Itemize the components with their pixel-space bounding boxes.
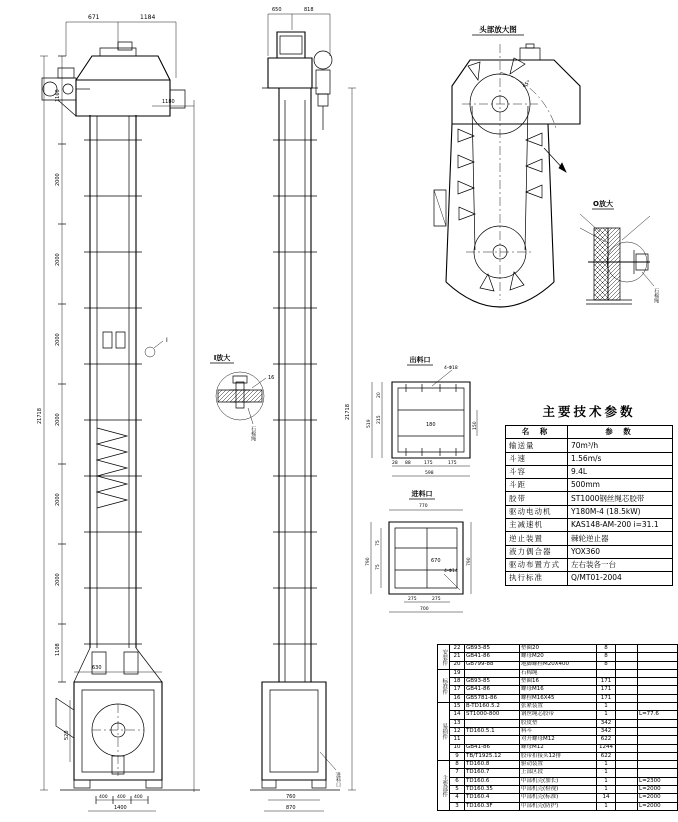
cell: 1 (597, 769, 616, 777)
cell: 342 (597, 727, 616, 735)
cell: 上部区段 (520, 769, 597, 777)
dim-label: 2000 (55, 413, 61, 426)
cell: 20 (450, 661, 465, 669)
head-detail-view (434, 24, 580, 307)
cell (616, 752, 638, 760)
dim-label: 2000 (55, 573, 61, 586)
cell: GB41-86 (465, 653, 520, 661)
cell (616, 653, 638, 661)
cell: 622 (597, 736, 616, 744)
cell (638, 694, 678, 702)
cell: 1 (597, 802, 616, 810)
cell (616, 678, 638, 686)
detail-o-note: 石棉绳 (653, 288, 659, 303)
cell: 1 (597, 777, 616, 785)
cell: 螺母M12 (520, 744, 597, 752)
bom-row (438, 769, 678, 777)
cell: 棘轮逆止器 (568, 532, 673, 545)
cell: 中部机壳(检视) (520, 786, 597, 794)
dim-label: 818 (304, 7, 314, 13)
cell (616, 669, 638, 677)
cell (616, 802, 638, 810)
cell: 斗容 (506, 465, 568, 478)
params-table (505, 402, 673, 586)
bom-row (438, 703, 678, 711)
center-dim: 180 (426, 422, 436, 428)
cell: 斗速 (506, 452, 568, 465)
cell: 14 (450, 711, 465, 719)
bom-row (438, 727, 678, 735)
cell: 1 (597, 711, 616, 719)
dim-label: 1180 (162, 99, 175, 105)
inlet-flange-view (365, 489, 472, 612)
cell: KAS148-AM-200 i=31.1 (568, 519, 673, 532)
detail-i-view (210, 353, 274, 441)
cell: 螺栓M16X45 (520, 694, 597, 702)
cell: 8 (597, 653, 616, 661)
cell: 1 (597, 703, 616, 711)
bucket-section-zigzag (97, 428, 127, 508)
params-header-value: 参 数 (568, 426, 673, 439)
bom-row (438, 794, 678, 802)
bom-row (438, 711, 678, 719)
dim-label: 28 (392, 461, 398, 466)
cell (616, 711, 638, 719)
bom-row (438, 653, 678, 661)
bolt-ticks (406, 384, 456, 456)
cell: L=2000 (638, 786, 678, 794)
cell: 输送量 (506, 439, 568, 452)
cell: 9.4L (568, 465, 673, 478)
dim-label: 175 (448, 461, 457, 466)
params-row (506, 479, 673, 492)
cell (616, 694, 638, 702)
cell: 料斗 (520, 727, 597, 735)
cell: 1 (597, 761, 616, 769)
dim-label: 2000 (55, 493, 61, 506)
head-detail-title: 头部放大图 (479, 25, 517, 34)
dim-label: 2000 (55, 333, 61, 346)
dim-label: 770 (419, 504, 428, 509)
cell: 4 (450, 794, 465, 802)
bom-row (438, 645, 678, 653)
cell (638, 653, 678, 661)
cell: 13 (450, 719, 465, 727)
params-row (506, 572, 673, 585)
params-row (506, 558, 673, 571)
dim-label: 671 (88, 14, 100, 21)
cell: GB5781-86 (465, 694, 520, 702)
cell: GB41-86 (465, 686, 520, 694)
side-elevation-view (250, 7, 356, 811)
cell: GB93-85 (465, 678, 520, 686)
cell (616, 786, 638, 794)
cell (616, 645, 638, 653)
cell (638, 719, 678, 727)
bom-group-label: 安装件 (438, 645, 450, 670)
cell: Y180M-4 (18.5kW) (568, 505, 673, 518)
bom-row (438, 661, 678, 669)
holes-label: 4-Φ18 (444, 366, 458, 371)
cell: TD160.6 (465, 777, 520, 785)
cell (638, 769, 678, 777)
cell: 9 (450, 752, 465, 760)
cell: 17 (450, 686, 465, 694)
dim-label: 650 (272, 7, 282, 13)
bom-group-label: 易损件 (438, 703, 450, 761)
cell: 12 (450, 727, 465, 735)
detail-o-title: O放大 (593, 200, 613, 208)
dim-label: 400 (134, 795, 143, 800)
cell: 171 (597, 678, 616, 686)
dim-label: 2000 (55, 173, 61, 186)
dim-label: 519 (367, 419, 372, 428)
cell: 张紧装置 (520, 703, 597, 711)
cell: TD160.5.1 (465, 727, 520, 735)
total-height-dim: 21718 (37, 408, 43, 424)
cell: TD160.3F (465, 802, 520, 810)
dim-label: 20 (377, 392, 382, 398)
params-row (506, 465, 673, 478)
cell (597, 669, 616, 677)
cell: 10 (450, 744, 465, 752)
detail-i-bottom-label: 石棉绳 (250, 426, 256, 441)
params-grid (505, 425, 673, 586)
dim-label: 2000 (55, 253, 61, 266)
cell (638, 736, 678, 744)
dim-label: 275 (408, 597, 417, 602)
cell: 5 (450, 786, 465, 794)
cell (616, 744, 638, 752)
cell: B-TD160.5.2 (465, 703, 520, 711)
cell: 液力偶合器 (506, 545, 568, 558)
cell: 垫圈16 (520, 678, 597, 686)
bom-group-label: 主要部件 (438, 761, 450, 811)
bom-row (438, 686, 678, 694)
bom-row (438, 752, 678, 760)
cell: 胶带扣接头12排 (520, 752, 597, 760)
dim-label: 400 (117, 795, 126, 800)
params-header-name: 名 称 (506, 426, 568, 439)
cell: 中部机壳(防护) (520, 802, 597, 810)
cell: GB41-86 (465, 744, 520, 752)
cell: L=2300 (638, 777, 678, 785)
cell: 8 (597, 645, 616, 653)
cell: 石棉绳 (520, 669, 597, 677)
cell: 地脚螺栓M20X400 (520, 661, 597, 669)
cell (616, 777, 638, 785)
outlet-title: 出料口 (409, 356, 431, 364)
cell (638, 761, 678, 769)
cell: 8 (450, 761, 465, 769)
params-row (506, 532, 673, 545)
bom-row (438, 669, 678, 677)
cell: TD160.7 (465, 769, 520, 777)
dim-label: 598 (425, 471, 434, 476)
cell (465, 719, 520, 727)
cell: ST1000-800 (465, 711, 520, 719)
bom-table-body (438, 645, 678, 811)
cell: 342 (597, 719, 616, 727)
dim-label: 790 (467, 557, 472, 566)
cell (638, 752, 678, 760)
dim-label: 700 (420, 607, 429, 612)
cell: 中部机壳(加长) (520, 777, 597, 785)
cell: 螺母M20 (520, 653, 597, 661)
detail-i-marker: I (166, 337, 168, 344)
cell: 70m³/h (568, 439, 673, 452)
bom-row (438, 678, 678, 686)
cell: 胶带 (506, 492, 568, 505)
cell: 14 (597, 794, 616, 802)
dim-label: 520 (64, 730, 70, 740)
cell: 垫圈20 (520, 645, 597, 653)
cell: ST1000钢丝绳芯胶带 (568, 492, 673, 505)
inlet-title: 进料口 (411, 490, 433, 498)
dim-label: 150 (473, 421, 478, 430)
params-table-body (506, 439, 673, 585)
outlet-flange-view (366, 355, 478, 476)
bom-row (438, 761, 678, 769)
cell (465, 669, 520, 677)
angle-label: 45° (521, 79, 533, 90)
cell: 胶皮垫 (520, 719, 597, 727)
cell: 驱动布置方式 (506, 558, 568, 571)
side-drive-gear (314, 51, 332, 69)
cell (638, 645, 678, 653)
cell (616, 661, 638, 669)
bom-row (438, 777, 678, 785)
cell: 逆止装置 (506, 532, 568, 545)
cell: 1 (597, 786, 616, 794)
dim-label: 215 (377, 415, 382, 424)
dim-label: 1108 (55, 643, 61, 656)
dim-label: 1160 (55, 89, 61, 102)
dim-label: 175 (424, 461, 433, 466)
bom-row (438, 786, 678, 794)
cell: L=77.6 (638, 711, 678, 719)
dim-label: 75 (376, 540, 381, 546)
cell: 左右装各一台 (568, 558, 673, 571)
cell (638, 669, 678, 677)
cell (616, 703, 638, 711)
bom-row (438, 694, 678, 702)
cell: 19 (450, 669, 465, 677)
cell: 3 (450, 802, 465, 810)
cell: GB799-88 (465, 661, 520, 669)
cell (616, 769, 638, 777)
cell: GB93-85 (465, 645, 520, 653)
front-elevation-view (37, 14, 200, 811)
cell: 500mm (568, 479, 673, 492)
cell: 21 (450, 653, 465, 661)
cell: 驱动电动机 (506, 505, 568, 518)
cell: 171 (597, 694, 616, 702)
cell: 钢丝绳芯胶带 (520, 711, 597, 719)
cell: 1.56m/s (568, 452, 673, 465)
dim-label: 760 (286, 794, 296, 800)
params-row (506, 505, 673, 518)
cell (616, 761, 638, 769)
cell: L=2000 (638, 794, 678, 802)
dim-label: 790 (366, 557, 371, 566)
bom-row (438, 719, 678, 727)
detail-i-right-label: 16 (268, 375, 275, 381)
cell (616, 736, 638, 744)
detail-o-view (580, 199, 659, 304)
holes-label: 4-Φ14 (444, 569, 458, 574)
cell: TD160.35 (465, 786, 520, 794)
cell (638, 727, 678, 735)
cell: 中部机壳(标准) (520, 794, 597, 802)
cell: 11 (450, 736, 465, 744)
params-title: 主要技术参数 (542, 404, 636, 419)
dim-label: 1400 (114, 805, 127, 811)
bom-grid (437, 644, 678, 811)
dim-label: 275 (432, 597, 441, 602)
cell: 驱动装置 (520, 761, 597, 769)
cell: 螺母M16 (520, 686, 597, 694)
cell (638, 678, 678, 686)
cell (638, 703, 678, 711)
cell (616, 719, 638, 727)
dim-label: 75 (376, 564, 381, 570)
cell (616, 686, 638, 694)
cell: 对开螺母M12 (520, 736, 597, 744)
cell (465, 736, 520, 744)
total-height-dim: 21718 (345, 404, 351, 420)
boot-casing (74, 682, 162, 780)
params-row (506, 519, 673, 532)
cell: 22 (450, 645, 465, 653)
cell: 622 (597, 752, 616, 760)
cell: 18 (450, 678, 465, 686)
cell: L=2000 (638, 802, 678, 810)
detail-i-title: I放大 (213, 354, 231, 362)
cell (616, 727, 638, 735)
casing-joints (84, 140, 142, 644)
cell: 171 (597, 686, 616, 694)
dim-label: 630 (92, 665, 102, 671)
params-row (506, 452, 673, 465)
params-row (506, 492, 673, 505)
cell: TD160.8 (465, 761, 520, 769)
cell: 执行标准 (506, 572, 568, 585)
cell: TB/T1925.12 (465, 752, 520, 760)
bom-row (438, 736, 678, 744)
dim-label: 400 (99, 795, 108, 800)
casing-joints (273, 140, 317, 644)
cell (638, 661, 678, 669)
params-row (506, 439, 673, 452)
cell: 7 (450, 769, 465, 777)
inlet-leader-label: 进料口 (335, 772, 341, 787)
cell: 8 (597, 661, 616, 669)
bom-row (438, 802, 678, 810)
bom-group-label: 标准件 (438, 669, 450, 702)
cell (638, 744, 678, 752)
cell: 主减速机 (506, 519, 568, 532)
dim-label: 870 (286, 805, 296, 811)
bom-table (437, 644, 677, 811)
cell: YOX360 (568, 545, 673, 558)
cell: 1244 (597, 744, 616, 752)
cell: TD160.4 (465, 794, 520, 802)
cell: 16 (450, 694, 465, 702)
params-header-row (506, 426, 673, 439)
cell: 6 (450, 777, 465, 785)
params-row (506, 545, 673, 558)
bom-row (438, 744, 678, 752)
cell: 斗距 (506, 479, 568, 492)
cell (616, 794, 638, 802)
center-dim: 670 (431, 558, 441, 564)
cell: Q/MT01-2004 (568, 572, 673, 585)
cell: 15 (450, 703, 465, 711)
dim-label: 1184 (140, 14, 156, 21)
cell (638, 686, 678, 694)
dim-label: 88 (405, 461, 411, 466)
